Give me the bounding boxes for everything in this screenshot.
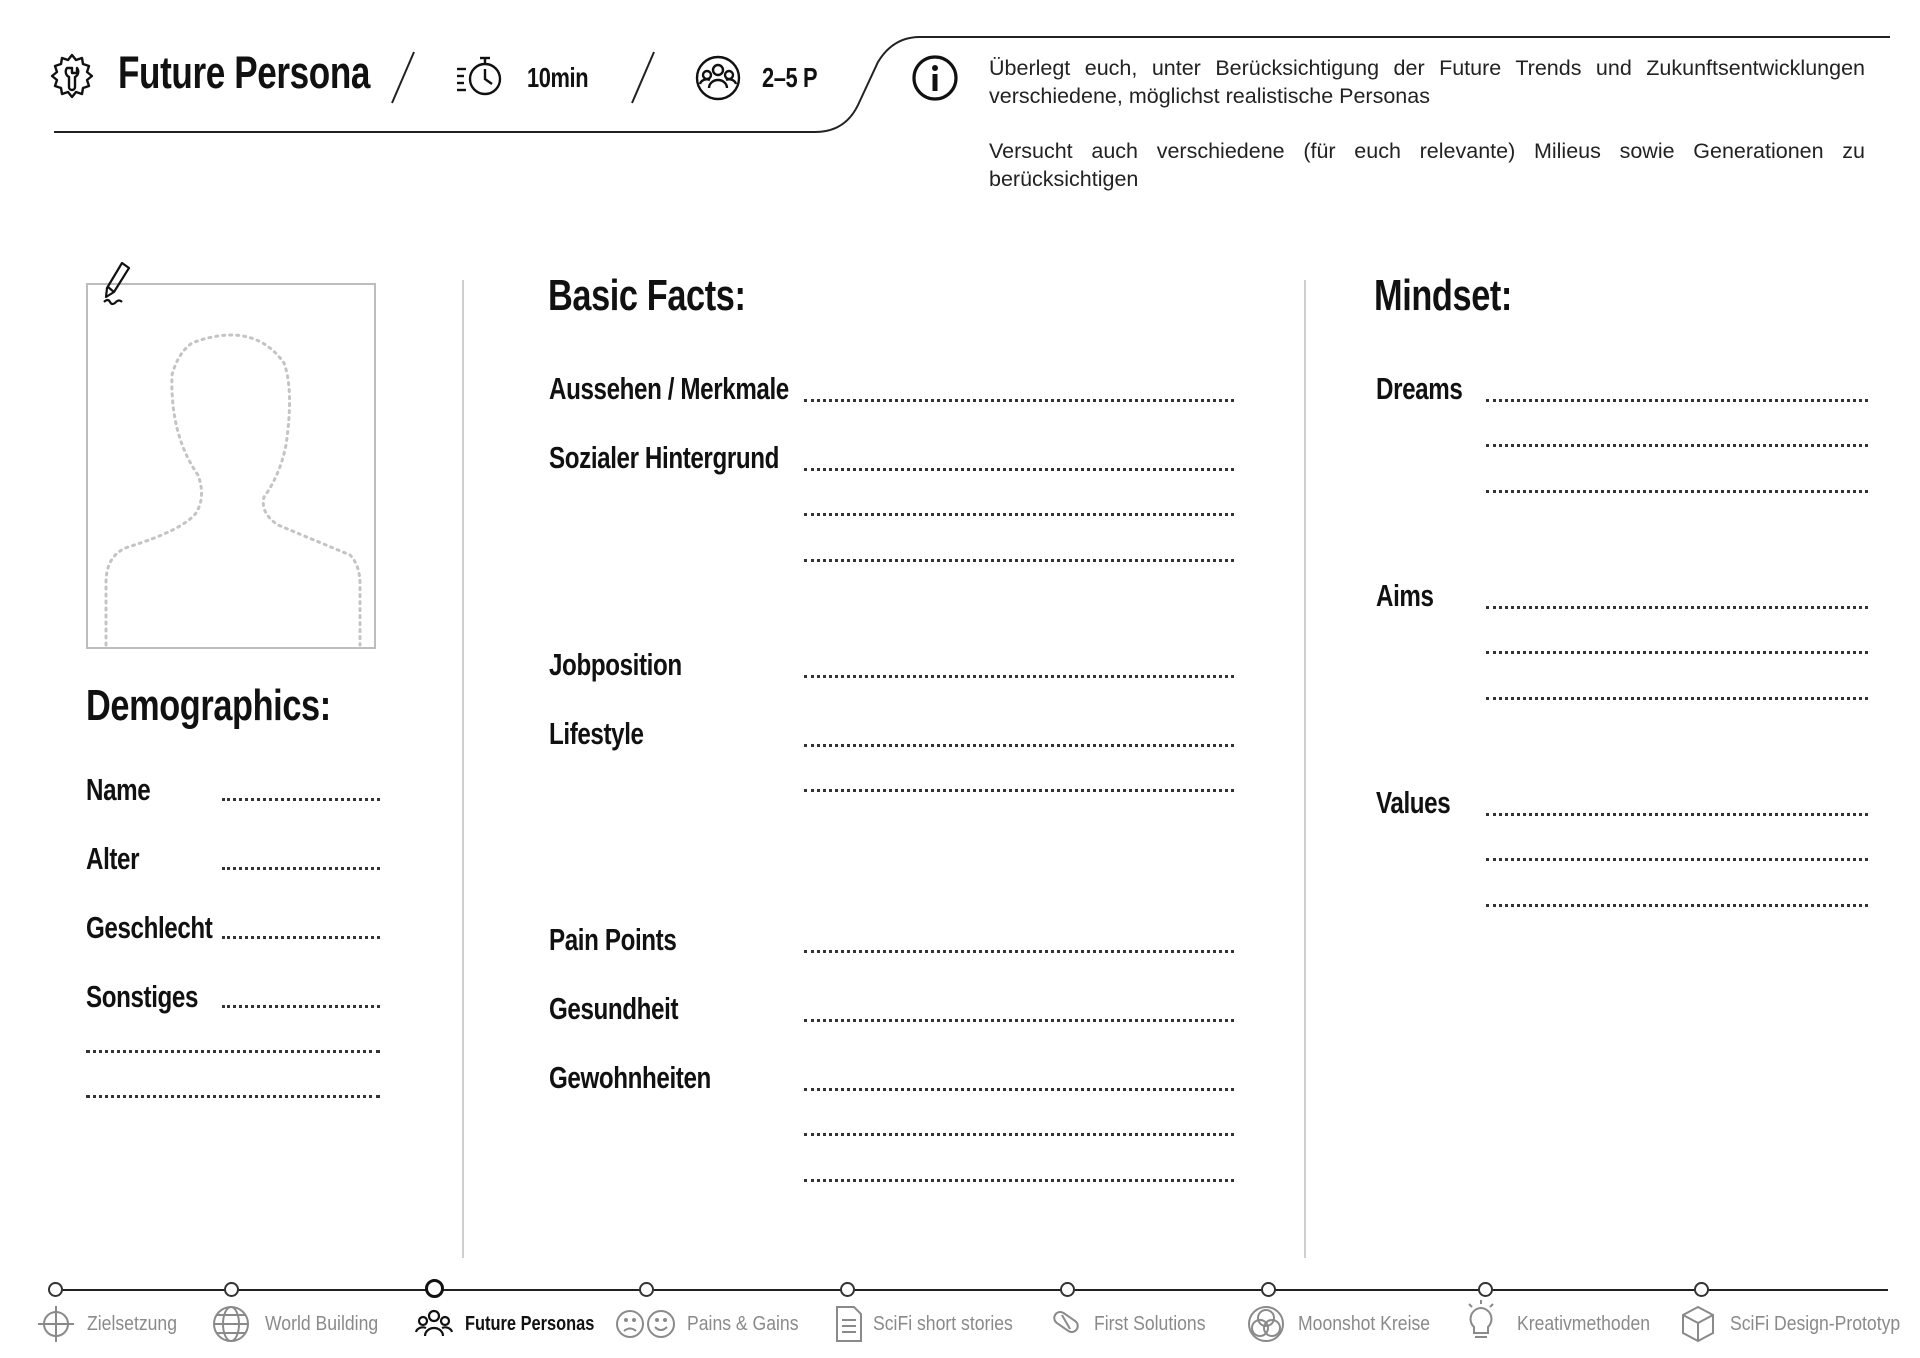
- basic-facts-input-pain-points[interactable]: [804, 950, 1234, 953]
- mindset-input-aims[interactable]: [1486, 606, 1868, 609]
- demographics-input-alter[interactable]: [222, 867, 380, 870]
- basic-facts-heading: Basic Facts:: [548, 271, 746, 320]
- mindset-input-values[interactable]: [1486, 904, 1868, 907]
- column-divider: [1304, 280, 1306, 1258]
- mindset-input-dreams[interactable]: [1486, 399, 1868, 402]
- basic-facts-input-sozialer-hintergrund[interactable]: [804, 513, 1234, 516]
- step-label-scifi-short-stories[interactable]: SciFi short stories: [873, 1313, 1013, 1335]
- mindset-label-dreams: Dreams: [1376, 371, 1463, 406]
- cube-icon: [1680, 1304, 1716, 1344]
- step-label-moonshot-kreise[interactable]: Moonshot Kreise: [1298, 1313, 1431, 1335]
- basic-facts-input-gewohnheiten[interactable]: [804, 1179, 1234, 1182]
- step-label-zielsetzung[interactable]: Zielsetzung: [87, 1313, 178, 1335]
- pill-icon: [1048, 1304, 1082, 1344]
- info-paragraph-1: Überlegt euch, unter Berücksichtigung der Future Trends und Zukunftsentwicklungen verschiedene, möglichst realistische Personas: [989, 56, 1865, 108]
- step-dot-scifi-design-prototyp[interactable]: [1694, 1282, 1709, 1297]
- step-dot-pains-gains[interactable]: [639, 1282, 654, 1297]
- header-divider: [628, 50, 658, 105]
- faces-icon: [615, 1304, 677, 1344]
- step-label-first-solutions[interactable]: First Solutions: [1094, 1313, 1206, 1335]
- mindset-label-aims: Aims: [1376, 578, 1434, 613]
- demographics-label-alter: Alter: [86, 841, 140, 876]
- step-dot-future-personas[interactable]: [425, 1279, 444, 1298]
- circles-icon: [1246, 1304, 1286, 1344]
- mindset-input-dreams[interactable]: [1486, 444, 1868, 447]
- document-icon: [834, 1304, 864, 1344]
- demographics-input-sonstiges[interactable]: [222, 1005, 380, 1008]
- step-dot-kreativmethoden[interactable]: [1478, 1282, 1493, 1297]
- demographics-input-geschlecht[interactable]: [222, 936, 380, 939]
- step-dot-first-solutions[interactable]: [1060, 1282, 1075, 1297]
- basic-facts-label-pain-points: Pain Points: [549, 922, 677, 957]
- step-label-future-personas[interactable]: Future Personas: [465, 1313, 595, 1335]
- mindset-label-values: Values: [1376, 785, 1451, 820]
- demographics-label-sonstiges: Sonstiges: [86, 979, 199, 1014]
- basic-facts-label-gewohnheiten: Gewohnheiten: [549, 1060, 711, 1095]
- stopwatch-icon: [455, 54, 507, 100]
- basic-facts-input-gewohnheiten[interactable]: [804, 1133, 1234, 1136]
- basic-facts-input-sozialer-hintergrund[interactable]: [804, 559, 1234, 562]
- participants-label: 2–5 P: [762, 62, 818, 93]
- mindset-input-aims[interactable]: [1486, 697, 1868, 700]
- step-dot-world-building[interactable]: [224, 1282, 239, 1297]
- basic-facts-label-gesundheit: Gesundheit: [549, 991, 679, 1026]
- basic-facts-input-sozialer-hintergrund[interactable]: [804, 468, 1234, 471]
- basic-facts-label-sozialer-hintergrund: Sozialer Hintergrund: [549, 440, 780, 475]
- globe-icon: [211, 1304, 251, 1344]
- basic-facts-label-aussehen: Aussehen / Merkmale: [549, 371, 789, 406]
- step-dot-moonshot-kreise[interactable]: [1261, 1282, 1276, 1297]
- basic-facts-input-lifestyle[interactable]: [804, 789, 1234, 792]
- step-label-pains-gains[interactable]: Pains & Gains: [687, 1313, 799, 1335]
- basic-facts-label-jobposition: Jobposition: [549, 647, 682, 682]
- demographics-input-extra[interactable]: [86, 1095, 380, 1098]
- mindset-input-values[interactable]: [1486, 813, 1868, 816]
- demographics-label-geschlecht: Geschlecht: [86, 910, 213, 945]
- header-divider: [388, 50, 418, 105]
- lightbulb-icon: [1464, 1298, 1498, 1344]
- basic-facts-input-aussehen[interactable]: [804, 399, 1234, 402]
- group-icon: [694, 54, 742, 102]
- demographics-label-name: Name: [86, 772, 151, 807]
- basic-facts-label-lifestyle: Lifestyle: [549, 716, 644, 751]
- mindset-input-values[interactable]: [1486, 858, 1868, 861]
- step-dot-zielsetzung[interactable]: [48, 1282, 63, 1297]
- demographics-input-name[interactable]: [222, 798, 380, 801]
- gear-wrench-icon: [48, 52, 96, 100]
- crosshair-icon: [36, 1304, 76, 1344]
- mindset-input-dreams[interactable]: [1486, 490, 1868, 493]
- mindset-input-aims[interactable]: [1486, 651, 1868, 654]
- progress-line: [54, 1289, 1888, 1291]
- basic-facts-input-lifestyle[interactable]: [804, 744, 1234, 747]
- basic-facts-input-gesundheit[interactable]: [804, 1019, 1234, 1022]
- basic-facts-input-gewohnheiten[interactable]: [804, 1088, 1234, 1091]
- step-label-world-building[interactable]: World Building: [265, 1313, 379, 1335]
- info-paragraph-2: Versucht auch verschiedene (für euch relevante) Milieus sowie Generationen zu berücksichtigen: [989, 139, 1865, 191]
- column-divider: [462, 280, 464, 1258]
- page-title: Future Persona: [118, 47, 371, 98]
- step-label-scifi-design-prototyp[interactable]: SciFi Design-Prototyp: [1730, 1313, 1901, 1335]
- info-icon: [911, 54, 959, 102]
- demographics-input-extra[interactable]: [86, 1050, 380, 1053]
- demographics-heading: Demographics:: [86, 681, 331, 730]
- group-icon: [414, 1304, 454, 1344]
- step-dot-scifi-short-stories[interactable]: [840, 1282, 855, 1297]
- mindset-heading: Mindset:: [1374, 271, 1512, 320]
- silhouette-icon: [88, 285, 374, 647]
- step-label-kreativmethoden[interactable]: Kreativmethoden: [1517, 1313, 1651, 1335]
- basic-facts-input-jobposition[interactable]: [804, 675, 1234, 678]
- duration-label: 10min: [527, 62, 589, 93]
